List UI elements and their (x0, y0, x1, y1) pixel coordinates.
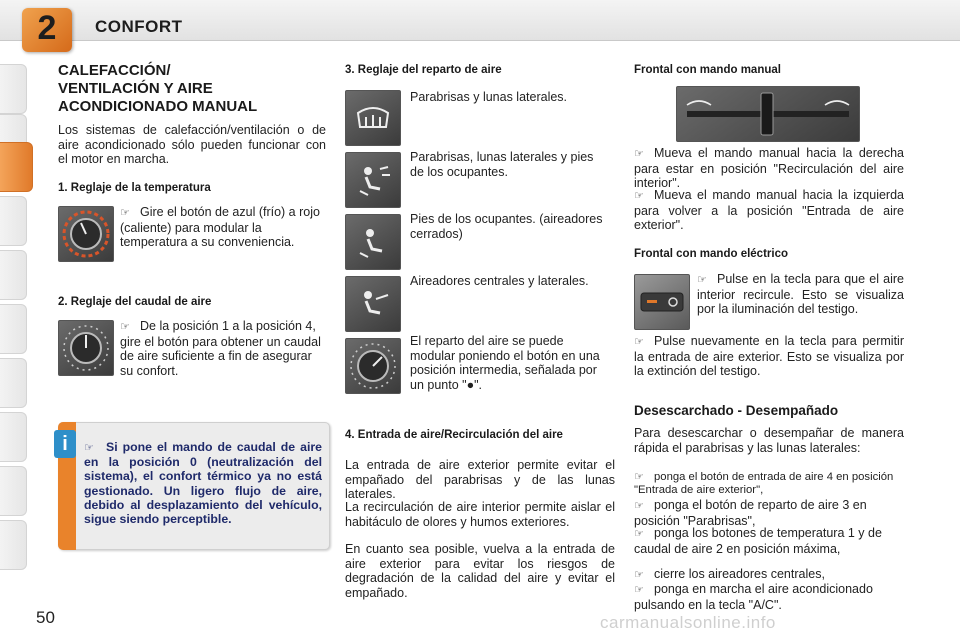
distribution-item-2: Parabrisas, lunas laterales y pies de los ocupantes. (410, 150, 594, 179)
section-title-line: ACONDICIONADO MANUAL (58, 98, 258, 115)
defrost-bullet-3: ☞ ponga los botones de temperatura 1 y de caudal de aire 2 en posición máxima, (634, 526, 882, 556)
section-title-line: VENTILACIÓN Y AIRE (58, 80, 213, 97)
distribution-item-3: Pies de los ocupantes. (aireadores cerrados) (410, 212, 603, 241)
hand-pointer-icon: ☞ (120, 206, 130, 219)
manual-control-heading: Frontal con mando manual (634, 64, 781, 76)
hand-pointer-icon: ☞ (634, 499, 644, 512)
side-tab[interactable] (0, 196, 27, 246)
recirculation-paragraph-2: La recirculación de aire interior permite aislar el habitáculo de olores y humos exteriores. (345, 500, 615, 529)
chapter-title: CONFORT (95, 17, 183, 36)
airflow-knob-photo (58, 320, 114, 376)
section-title-line: CALEFACCIÓN/ (58, 62, 171, 79)
temperature-heading: 1. Reglaje de la temperatura (58, 182, 211, 194)
hand-pointer-icon: ☞ (634, 568, 644, 581)
defrost-bullet-4: ☞ cierre los aireadores centrales, (634, 567, 825, 581)
temperature-text: ☞ Gire el botón de azul (frío) a rojo (caliente) para modular la temperatura a su conveniencia. (120, 205, 320, 249)
defrost-intro: Para desescarchar o desempañar de manera rápida el parabrisas y las lunas laterales: (634, 426, 904, 455)
defrost-bullet-1: ☞ ponga el botón de entrada de aire 4 en posición "Entrada de aire exterior", (634, 470, 894, 496)
recirculation-paragraph-3: En cuanto sea posible, vuelva a la entrada de aire exterior para evitar los riesgos de degradación de la calidad del aire y evitar el empañado. (345, 542, 615, 600)
temperature-knob-photo (58, 206, 114, 262)
manual-bullet-1: ☞ Mueva el mando manual hacia la derecha para estar en posición "Recirculación del aire interior". (634, 146, 904, 190)
manual-bullet-2: ☞ Mueva el mando manual hacia la izquierda para volver a la posición "Entrada de aire exterior". (634, 188, 904, 232)
distribution-item-1: Parabrisas y lunas laterales. (410, 90, 568, 104)
defrost-bullet-5: ☞ ponga en marcha el aire acondicionado pulsando en la tecla "A/C". (634, 582, 873, 612)
airflow-text: ☞ De la posición 1 a la posición 4, gire el botón para obtener un caudal de aire suficiente a fin de asegurar su confort. (120, 319, 321, 378)
recirculation-paragraph-1: La entrada de aire exterior permite evitar el empañado del parabrisas y de las lunas laterales. (345, 458, 615, 501)
windscreen-feet-icon (345, 152, 401, 208)
hand-pointer-icon: ☞ (634, 583, 644, 596)
side-tab-active[interactable] (0, 142, 33, 192)
section-title (58, 62, 328, 116)
hand-pointer-icon: ☞ (84, 441, 94, 454)
chapter-number: 2 (37, 9, 57, 47)
recirculation-heading: 4. Entrada de aire/Recirculación del aire (345, 429, 563, 441)
hand-pointer-icon: ☞ (634, 335, 644, 348)
hand-pointer-icon: ☞ (634, 147, 644, 160)
feet-only-icon (345, 214, 401, 270)
manual-slider-photo (676, 86, 860, 142)
side-tab[interactable] (0, 412, 27, 462)
side-tab[interactable] (0, 520, 27, 570)
electric-bullet-2: ☞ Pulse nuevamente en la tecla para permitir la entrada de aire exterior. Esto se visualiza por la extinción del testigo. (634, 334, 904, 378)
distribution-item-4: Aireadores centrales y laterales. (410, 274, 589, 288)
hand-pointer-icon: ☞ (697, 273, 707, 286)
electric-bullet-1: ☞ Pulse en la tecla para que el aire interior recircule. Esto se visualiza por la iluminación del testigo. (697, 272, 904, 316)
intro-paragraph: Los sistemas de calefacción/ventilación o de aire acondicionado sólo pueden funcionar con el motor en marcha. (58, 123, 326, 166)
defrost-heading: Desescarchado - Desempañado (634, 403, 839, 418)
windscreen-defrost-icon (345, 90, 401, 146)
info-icon: i (54, 430, 76, 458)
vents-icon (345, 276, 401, 332)
airflow-heading: 2. Reglaje del caudal de aire (58, 296, 212, 308)
distribution-item-5: El reparto del aire se puede modular poniendo el botón en una posición intermedia, señalada por un punto "●". (410, 334, 600, 392)
hand-pointer-icon: ☞ (634, 527, 644, 540)
hand-pointer-icon: ☞ (120, 320, 130, 333)
air-distribution-heading: 3. Reglaje del reparto de aire (345, 64, 502, 76)
page-number: 50 (36, 608, 55, 627)
watermark: carmanualsonline.info (600, 613, 776, 632)
side-tab[interactable] (0, 466, 27, 516)
hand-pointer-icon: ☞ (634, 470, 644, 483)
hand-pointer-icon: ☞ (634, 189, 644, 202)
side-tab[interactable] (0, 64, 27, 114)
side-tab[interactable] (0, 304, 27, 354)
side-tab[interactable] (0, 358, 27, 408)
info-text: ☞ Si pone el mando de caudal de aire en la posición 0 (neutralización del sistema), el confort térmico ya no está gestionado. Un ligero flujo de aire, debido al desplazamiento del vehículo, sigue siendo perceptible. (84, 440, 322, 527)
side-tab[interactable] (0, 250, 27, 300)
electric-control-heading: Frontal con mando eléctrico (634, 248, 788, 260)
recirculation-button-photo (634, 274, 690, 330)
defrost-bullet-2: ☞ ponga el botón de reparto de aire 3 en posición "Parabrisas", (634, 498, 867, 528)
distribution-knob-photo (345, 338, 401, 394)
